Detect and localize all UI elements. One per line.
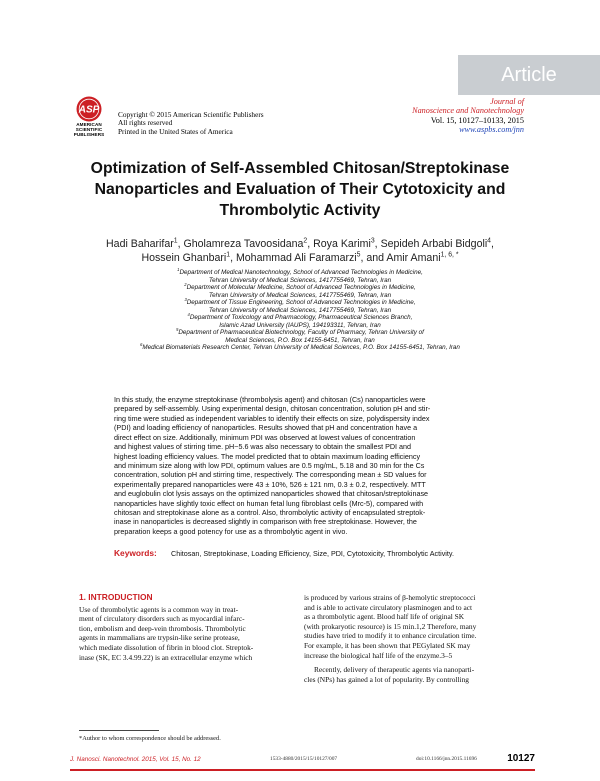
copyright-notice: Copyright © 2015 American Scientific Publishers All rights reserved Printed in the United States of America (118, 110, 264, 136)
journal-name-line2: Nanoscience and Nanotechnology (412, 106, 524, 116)
keywords (114, 549, 486, 558)
abstract: In this study, the enzyme streptokinase (thrombolysis agent) and chitosan (Cs) nanoparticles were prepared by self-assembly. Using experimental design, chitosan concentration, solution pH and stir- ring time were studied as independent variables to identify their effects on size, polydispersity index (PDI) and loading efficiency of nanoparticles. Results showed that pH and concentration have a direct effect on size. Additionally, minimum PDI was observed at lowest values of concentration and highest values of stirring time. pH~5.6 was also necessary to obtain the smallest PDI and highest loading efficiency values. The model predicted that to obtain maximum loading efficiency and minimum size along with low PDI, optimum values are 0.5 mg/mL, 5.18 and 30 min for the Cs concentration, solution pH and stirring time, respectively. The corresponding mean ± SD values for experimentally prepared nanoparticles were 43 ± 10%, 526 ± 121 nm, 0.3 ± 0.2, respectively. MTT and euglobulin clot lysis assays on the optimized nanoparticles showed that chitosan/streptokinase nanoparticles have slightly toxic effect on human fetal lung fibroblast cells (Mrc-5), compared with chitosan and streptokinase alone as a control. Also, thrombolytic activity of encapsulated streptok- inase in nanoparticles is decreased slightly in comparison with free streptokinase. However, the preparation keeps a good potency for use as a thrombolytic agent in vivo. (114, 395, 431, 536)
journal-volume: Vol. 15, 10127–10133, 2015 (430, 115, 524, 125)
affiliation-item: $^6$Medical Biomaterials Research Center, Tehran University of Medical Sciences, P.O. Box 14155-6451, Tehran, Iran (140, 341, 460, 351)
author-name: Mohammad Ali Faramarzi (235, 252, 357, 264)
publisher-name: AMERICAN SCIENTIFIC PUBLISHERS (73, 122, 105, 138)
affiliation-item: $^5$Department of Pharmaceutical Biotechnology, Faculty of Pharmacy, Tehran University of (176, 326, 424, 336)
article-title: Optimization of Self-Assembled Chitosan/Streptokinase Nanoparticles and Evaluation of Their Cytotoxicity and Thrombolytic Activity (90, 160, 510, 219)
asp-logo-icon (70, 96, 108, 122)
body-column-right: is produced by various strains of β-hemolytic streptococci and is able to activate circulatory plasminogen and to act as a thrombolytic agent. Blood half life of original SK (with prokaryotic resource) is 15 min.1,2 Therefore, many studies have tried to modify it to enhance circulation time. For example, it has been shown that PEGylated SK may increase the biological half life of the enzyme.3–5 Recently, delivery of therapeutic agents via nanoparti- cles (NPs) has gained a lot of popularity. By controlling (304, 593, 477, 684)
page-footer (70, 751, 535, 767)
author-name: Hadi Baharifar (106, 238, 174, 250)
affiliation-item: $^1$Department of Medical Nanotechnology, School of Advanced Technologies in Medicine, (177, 266, 423, 276)
page-number: 10127 (507, 753, 535, 764)
affiliation-item: $^2$Department of Molecular Medicine, School of Advanced Technologies in Medicine, (184, 281, 416, 291)
author-list: Hadi Baharifar$^1$, Gholamreza Tavoosidana$^2$, Roya Karimi$^3$, Sepideh Arbabi Bidgoli$^4$, Hossein Ghanbari$^1$, Mohammad Ali Faramarzi$^5$, and Amir Amani$^{1, 6, *}$ (106, 237, 494, 264)
footer-journal-citation: J. Nanosci. Nanotechnol. 2015, Vol. 15, No. 12 (70, 756, 201, 763)
keywords-label: Keywords: (114, 548, 157, 558)
keywords-text: Chitosan, Streptokinase, Loading Efficiency, Size, PDI, Cytotoxicity, Thrombolytic Activity. (171, 549, 454, 558)
author-name: Sepideh Arbabi Bidgoli (380, 238, 488, 250)
footer-issn: 1533-4880/2015/15/10127/007 (270, 756, 338, 762)
journal-name-line1: Journal of (490, 97, 524, 106)
author-name: Gholamreza Tavoosidana (183, 238, 304, 250)
body-column-left: 1. INTRODUCTION Use of thrombolytic agents is a common way in treat- ment of circulatory disorders such as myocardial infarc- tion, embolism and deep-vein thrombosis. Thrombolytic agents in mammalians are trypsin-like serine protease, which mediate dissolution of fibrin in blood clot. Streptok- inase (SK, EC 3.4.99.22) is an extracellular enzyme which (79, 593, 298, 662)
affiliation-item: $^3$Department of Tissue Engineering, School of Advanced Technologies in Medicine, (184, 296, 416, 306)
logo-text: ASP (78, 104, 100, 116)
affiliation-item: $^4$Department of Toxicology and Pharmacology, Pharmaceutical Sciences Branch, (187, 311, 413, 321)
author-name: Hossein Ghanbari (141, 252, 227, 264)
section-heading: 1. INTRODUCTION (79, 592, 153, 602)
article-type-badge: Article (458, 55, 600, 95)
footnote-divider (79, 730, 159, 731)
journal-info (412, 97, 524, 135)
author-name: Roya Karimi (313, 238, 371, 250)
correspondence-footnote: *Author to whom correspondence should be addressed. (79, 735, 221, 742)
publisher-logo (70, 96, 108, 136)
journal-url[interactable]: www.aspbs.com/jnn (459, 125, 524, 135)
footer-doi[interactable]: doi:10.1166/jnn.2015.11696 (416, 756, 477, 762)
affiliations: $^1$Department of Medical Nanotechnology, School of Advanced Technologies in Medicine, Tehran University of Medical Sciences, 1417755469, Tehran, Iran $^2$Department of Molecular Medicine, School of Advanced Technologies in Medicine, Tehran University of Medical Sciences, 1417755469, Tehran, Iran $^3$Department of Tissue Engineering, School of Advanced Technologies in Medicine, Tehran University of Medical Sciences, 1417755469, Tehran, Iran $^4$Department of Toxicology and Pharmacology, Pharmaceutical Sciences Branch, Islamic Azad University (IAUPS), 194193311, Tehran, Iran $^5$Department of Pharmaceutical Biotechnology, Faculty of Pharmacy, Tehran University of Medical Sciences, P.O. Box 14155-6451, Tehran, Iran $^6$Medical Biomaterials Research Center, Tehran University of Medical Sciences, P.O. Box 14155-6451, Tehran, Iran (60, 269, 540, 352)
footer-rule (70, 769, 535, 771)
author-name: Amir Amani (386, 252, 441, 264)
